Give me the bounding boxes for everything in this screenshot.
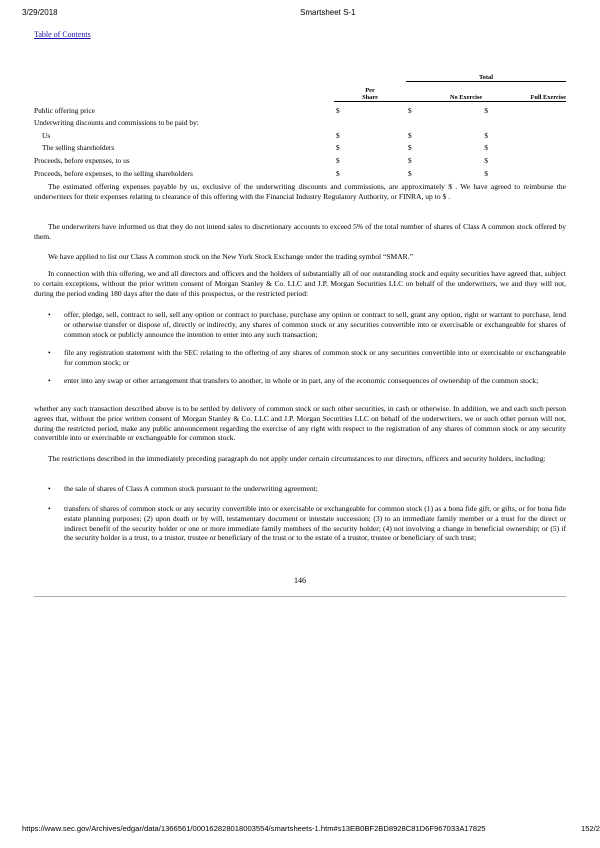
full-exercise-value: $ bbox=[484, 143, 488, 153]
full-exercise-value: $ bbox=[484, 168, 488, 178]
row-label: Public offering price bbox=[34, 105, 96, 115]
print-title: Smartsheet S-1 bbox=[300, 8, 356, 17]
full-exercise-value: $ bbox=[484, 130, 488, 140]
page-number: 146 bbox=[294, 576, 306, 585]
table-row bbox=[34, 140, 566, 153]
no-exercise-value: $ bbox=[408, 168, 412, 178]
footer-page-count: 152/2 bbox=[580, 824, 600, 833]
table-header-row bbox=[34, 81, 566, 102]
per-share-header-line1: Per bbox=[365, 87, 375, 95]
table-of-contents-link[interactable]: Table of Contents bbox=[34, 30, 91, 39]
per-share-value: $ bbox=[336, 168, 340, 178]
lockup-bullet-registration: file any registration statement with the SEC relating to the offering of any shares of common stock or any securities convertible into or exercisable or exchangeable for common stock; or bbox=[64, 348, 566, 367]
no-exercise-value: $ bbox=[408, 156, 412, 166]
restrictions-exceptions-paragraph: The restrictions described in the immediately preceding paragraph do not apply under certain circumstances to our directors, officers and security holders, including: bbox=[48, 454, 546, 463]
row-label: The selling shareholders bbox=[42, 143, 115, 153]
table-header-row-total bbox=[34, 68, 566, 81]
table-row bbox=[34, 115, 566, 128]
full-exercise-header: Full Exercise bbox=[482, 81, 566, 102]
discretionary-accounts-paragraph: The underwriters have informed us that they do not intend sales to discretionary accounts to exceed 5% of the total number of shares of Class A common stock offered by them. bbox=[34, 222, 566, 241]
table-row bbox=[34, 152, 566, 165]
bullet-marker: • bbox=[48, 310, 51, 319]
underwriting-table bbox=[34, 68, 566, 178]
exception-bullet-transfers: transfers of shares of common stock or any security convertible into or exercisable or exchangeable for common stock (1) as a bona fide gift, or gifts, or for bona fide estate planning purposes; (2) upon death or by will, testamentary document or intestate succession; (3) to an immediate family member or a trust for the direct or indirect benefit of the security holder or one or more immediate family members of the security holder; (4) not involving a change in beneficial ownership; or (5) if the security holder is a trust, to a trustor, trustee or beneficiary of the trust or to the estate of a trustor, trustee or beneficiary of such trust; bbox=[64, 504, 566, 543]
no-exercise-value: $ bbox=[408, 130, 412, 140]
footer-url: https://www.sec.gov/Archives/edgar/data/1366561/000162828018003554/smartsheets-1.htm#s13EB0BF2BD8928C81D6F967033A17825 bbox=[22, 824, 486, 833]
exception-bullet-sale: the sale of shares of Class A common stock pursuant to the underwriting agreement; bbox=[64, 484, 318, 493]
bullet-marker: • bbox=[48, 484, 51, 493]
bullet-marker: • bbox=[48, 376, 51, 385]
offering-expenses-paragraph: The estimated offering expenses payable by us, exclusive of the underwriting discounts and commissions, are approximately $ . We have agreed to reimburse the underwriters for their expenses relating to clearance of this offering with the Financial Industry Regulatory Authority, or FINRA, up to $ . bbox=[34, 182, 566, 201]
full-exercise-value: $ bbox=[484, 105, 488, 115]
no-exercise-value: $ bbox=[408, 143, 412, 153]
row-label: Proceeds, before expenses, to the selling shareholders bbox=[34, 168, 193, 178]
bullet-marker: • bbox=[48, 504, 51, 513]
per-share-value: $ bbox=[336, 105, 340, 115]
print-date: 3/29/2018 bbox=[22, 8, 58, 17]
table-row bbox=[34, 127, 566, 140]
table-row bbox=[34, 165, 566, 178]
page-divider bbox=[34, 596, 566, 597]
total-header: Total bbox=[406, 68, 566, 81]
full-exercise-value: $ bbox=[484, 156, 488, 166]
no-exercise-value: $ bbox=[408, 105, 412, 115]
listing-paragraph: We have applied to list our Class A common stock on the New York Stock Exchange under the trading symbol “SMAR.” bbox=[48, 252, 413, 261]
per-share-header bbox=[334, 81, 406, 102]
row-label: Us bbox=[42, 130, 51, 140]
table-row bbox=[34, 102, 566, 115]
no-exercise-header: No Exercise bbox=[406, 81, 482, 102]
lockup-bullet-offer: offer, pledge, sell, contract to sell, sell any option or contract to purchase, purchase any option or contract to sell, grant any option, right or warrant to purchase, lend or otherwise transfer or dispose of, directly or indirectly, any shares of common stock or any securities convertible into or exercisable or exchangeable for shares of common stock or publicly announce the intention to enter into any such transaction; bbox=[64, 310, 566, 339]
settlement-paragraph: whether any such transaction described above is to be settled by delivery of common stock or such other securities, in cash or otherwise. In addition, we and each such person agrees that, without the prior written consent of Morgan Stanley & Co. LLC and J.P. Morgan Securities LLC on behalf of the underwriters, we or such other person will not, during the restricted period, make any public announcement regarding the exercise of any right with respect to the registration of any shares of common stock or any security convertible into or exercisable or exchangeable for common stock. bbox=[34, 404, 566, 443]
lockup-intro-paragraph: In connection with this offering, we and all directors and officers and the holders of substantially all of our outstanding stock and equity securities have agreed that, subject to certain exceptions, without the prior written consent of Morgan Stanley & Co. LLC and J.P. Morgan Securities LLC on behalf of the underwriters, we and they will not, during the period ending 180 days after the date of this prospectus, or the restricted period: bbox=[34, 269, 566, 298]
per-share-header-line2: Share bbox=[362, 94, 378, 102]
row-label: Underwriting discounts and commissions to be paid by: bbox=[34, 118, 199, 128]
per-share-value: $ bbox=[336, 130, 340, 140]
row-label: Proceeds, before expenses, to us bbox=[34, 156, 130, 166]
per-share-value: $ bbox=[336, 156, 340, 166]
per-share-value: $ bbox=[336, 143, 340, 153]
bullet-marker: • bbox=[48, 348, 51, 357]
lockup-bullet-swap: enter into any swap or other arrangement that transfers to another, in whole or in part, any of the economic consequences of ownership of the common stock; bbox=[64, 376, 539, 385]
